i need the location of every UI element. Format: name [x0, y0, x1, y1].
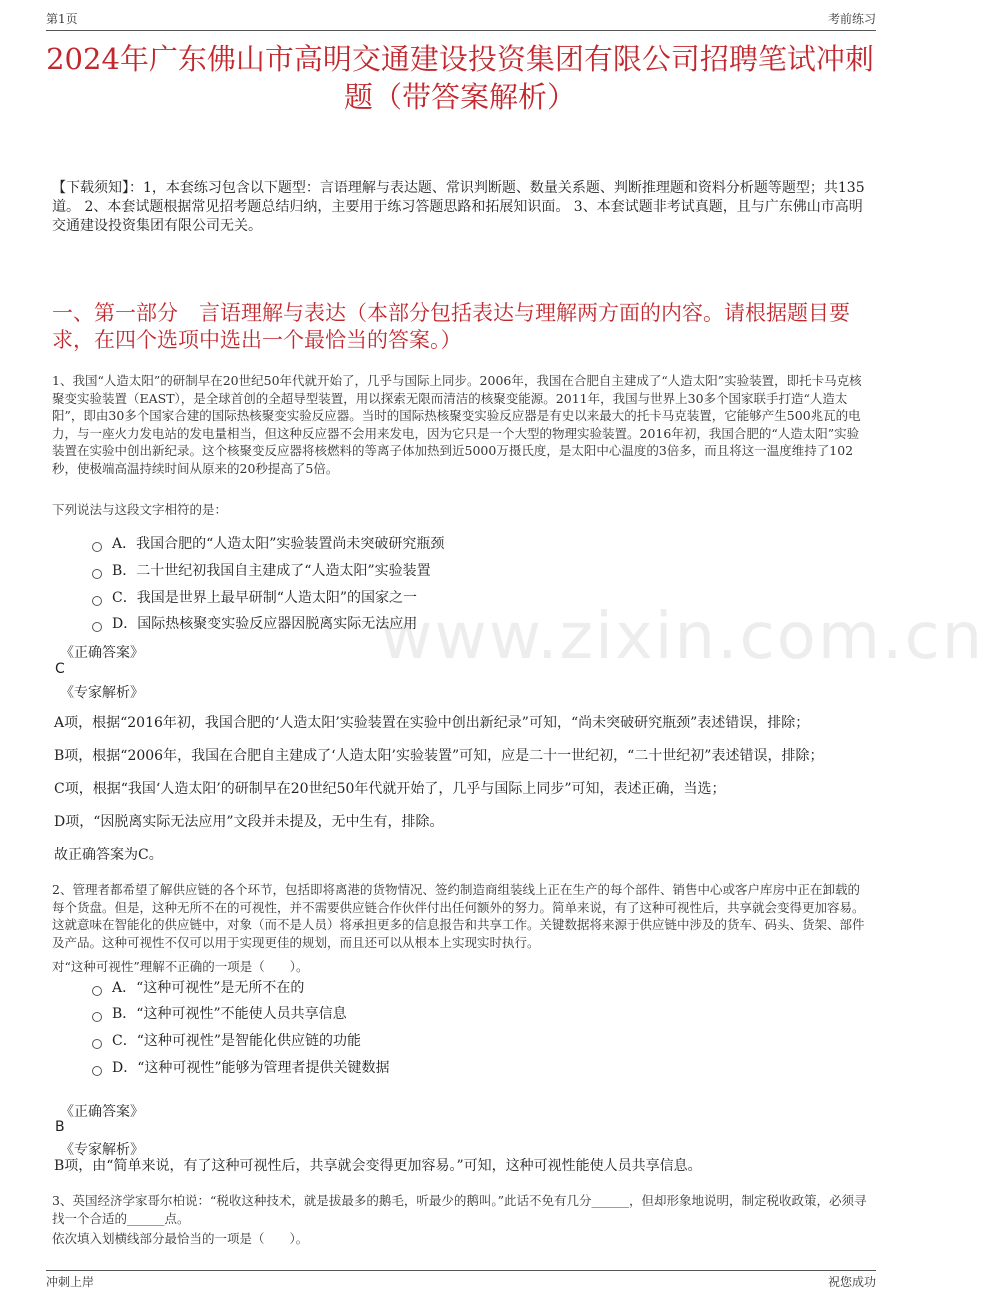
download-notice: 【下载须知】：1，本套练习包含以下题型：言语理解与表达题、常识判断题、数量关系题、判断推理题和资料分析题等题型；共135道。 2、本套试题根据常见招考题总结归纳，主要用于练习答题思路和拓展知识面。 3、本套试题非考试真题，且与广东佛山市高明交通建设投资集团有限公司无关。	[52, 180, 865, 234]
q1-analysis-c: C项，根据“我国‘人造太阳’的研制早在20世纪50年代就开始了，几乎与国际上同步”可知，表述正确，当选；	[54, 781, 726, 797]
q1-analysis-a: A项，根据“2016年初，我国合肥的‘人造太阳’实验装置在实验中创出新纪录”可知，“尚未突破研究瓶颈”表述错误，排除；	[54, 715, 810, 731]
question-1-stem: 1、我国“人造太阳”的研制早在20世纪50年代就开始了，几乎与国际上同步。2006年，我国在合肥自主建成了“人造太阳”实验装置，即托卡马克核聚变实验装置（EAST），是全球首创的全超导型装置，用以探索无限而清洁的核聚变能源。2011年，我国与世界上30多个国家联手打造“人造太阳”，即由30多个国家合建的国际热核聚变实验反应器。当时的国际热核聚变实验反应器是有史以来最大的托卡马克装置，它能够产生500兆瓦的电力，与一座火力发电站的发电量相当，但这种反应器不会用来发电，因为它只是一个大型的物理实验装置。2016年初，我国合肥的“人造太阳”实验装置在实验中创出新纪录。这个核聚变反应器将核燃料的等离子体加热到近5000万摄氏度，是太阳中心温度的3倍多，而且将这一温度维持了102秒，使极端高温持续时间从原来的20秒提高了5倍。	[52, 373, 862, 476]
q2-answer: B	[55, 1119, 65, 1135]
option-label: C．“这种可视性”是智能化供应链的功能	[112, 1033, 362, 1049]
q2-option-c[interactable]	[92, 1031, 361, 1051]
q1-option-d[interactable]	[92, 614, 417, 634]
q1-option-b[interactable]	[92, 561, 431, 581]
radio-icon[interactable]	[92, 622, 102, 632]
radio-icon[interactable]	[92, 569, 102, 579]
q1-analysis-b: B项，根据“2006年，我国在合肥自主建成了‘人造太阳’实验装置”可知，应是二十一世纪初，“二十世纪初”表述错误，排除；	[54, 748, 824, 764]
document-title: 2024年广东佛山市高明交通建设投资集团有限公司招聘笔试冲刺题（带答案解析）	[46, 42, 874, 114]
footer-left: 冲刺上岸	[46, 1275, 95, 1289]
q2-option-b[interactable]	[92, 1004, 347, 1024]
option-label: B．“这种可视性”不能使人员共享信息	[112, 1006, 347, 1022]
question-3-prompt: 依次填入划横线部分最恰当的一项是（ ）。	[52, 1231, 309, 1246]
q1-answer-label: 《正确答案》	[60, 645, 144, 661]
radio-icon[interactable]	[92, 986, 102, 996]
page-number: 第1页	[46, 12, 78, 26]
q2-option-a[interactable]	[92, 978, 304, 998]
option-label: D．“这种可视性”能够为管理者提供关键数据	[112, 1060, 390, 1076]
radio-icon[interactable]	[92, 596, 102, 606]
radio-icon[interactable]	[92, 1012, 102, 1022]
page-header	[46, 10, 876, 31]
q2-analysis: B项，由“简单来说，有了这种可视性后，共享就会变得更加容易。”可知，这种可视性能使人员共享信息。	[54, 1158, 702, 1174]
page-footer	[46, 1270, 876, 1293]
q1-answer: C	[55, 661, 65, 677]
q2-analysis-label: 《专家解析》	[60, 1142, 144, 1158]
q1-conclusion: 故正确答案为C。	[54, 847, 163, 863]
footer-right: 祝您成功	[827, 1275, 876, 1289]
q2-option-d[interactable]	[92, 1058, 390, 1078]
question-1-prompt: 下列说法与这段文字相符的是：	[52, 502, 228, 517]
q2-answer-label: 《正确答案》	[60, 1104, 144, 1120]
section-heading: 一、第一部分 言语理解与表达（本部分包括表达与理解两方面的内容。请根据题目要求，在四个选项中选出一个最恰当的答案。）	[52, 301, 850, 352]
header-right: 考前练习	[827, 12, 876, 26]
option-label: C．我国是世界上最早研制“人造太阳”的国家之一	[112, 590, 418, 606]
radio-icon[interactable]	[92, 1039, 102, 1049]
radio-icon[interactable]	[92, 1066, 102, 1076]
question-2-prompt: 对“这种可视性”理解不正确的一项是（ ）。	[52, 959, 309, 974]
q1-analysis-d: D项，“因脱离实际无法应用”文段并未提及，无中生有，排除。	[54, 814, 444, 830]
question-2-stem: 2、管理者都希望了解供应链的各个环节，包括即将离港的货物情况、签约制造商组装线上正在生产的每个部件、销售中心或客户库房中正在卸载的每个货盘。但是，这种无所不在的可视性，并不需要供应链合作伙伴付出任何额外的努力。简单来说，有了这种可视性后，共享就会变得更加容易。这就意味在智能化的供应链中，对象（而不是人员）将承担更多的信息报告和共享工作。关键数据将来源于供应链中涉及的货车、码头、货架、部件及产品。这种可视性不仅可以用于实现更佳的规划，而且还可以从根本上实现实时执行。	[52, 882, 865, 950]
q1-option-a[interactable]	[92, 534, 444, 554]
option-label: A．我国合肥的“人造太阳”实验装置尚未突破研究瓶颈	[112, 536, 445, 552]
q1-option-c[interactable]	[92, 588, 417, 608]
option-label: B．二十世纪初我国自主建成了“人造太阳”实验装置	[112, 563, 431, 579]
option-label: A．“这种可视性”是无所不在的	[112, 980, 305, 996]
q1-analysis-label: 《专家解析》	[60, 685, 144, 701]
radio-icon[interactable]	[92, 542, 102, 552]
question-3-stem: 3、英国经济学家哥尔柏说：“税收这种技术，就是拔最多的鹅毛，听最少的鹅叫。”此话不免有几分______，但却形象地说明，制定税收政策，必须寻找一个合适的______点。	[52, 1193, 867, 1226]
watermark: www.zixin.com.cn	[380, 600, 984, 674]
option-label: D．国际热核聚变实验反应器因脱离实际无法应用	[112, 616, 418, 632]
